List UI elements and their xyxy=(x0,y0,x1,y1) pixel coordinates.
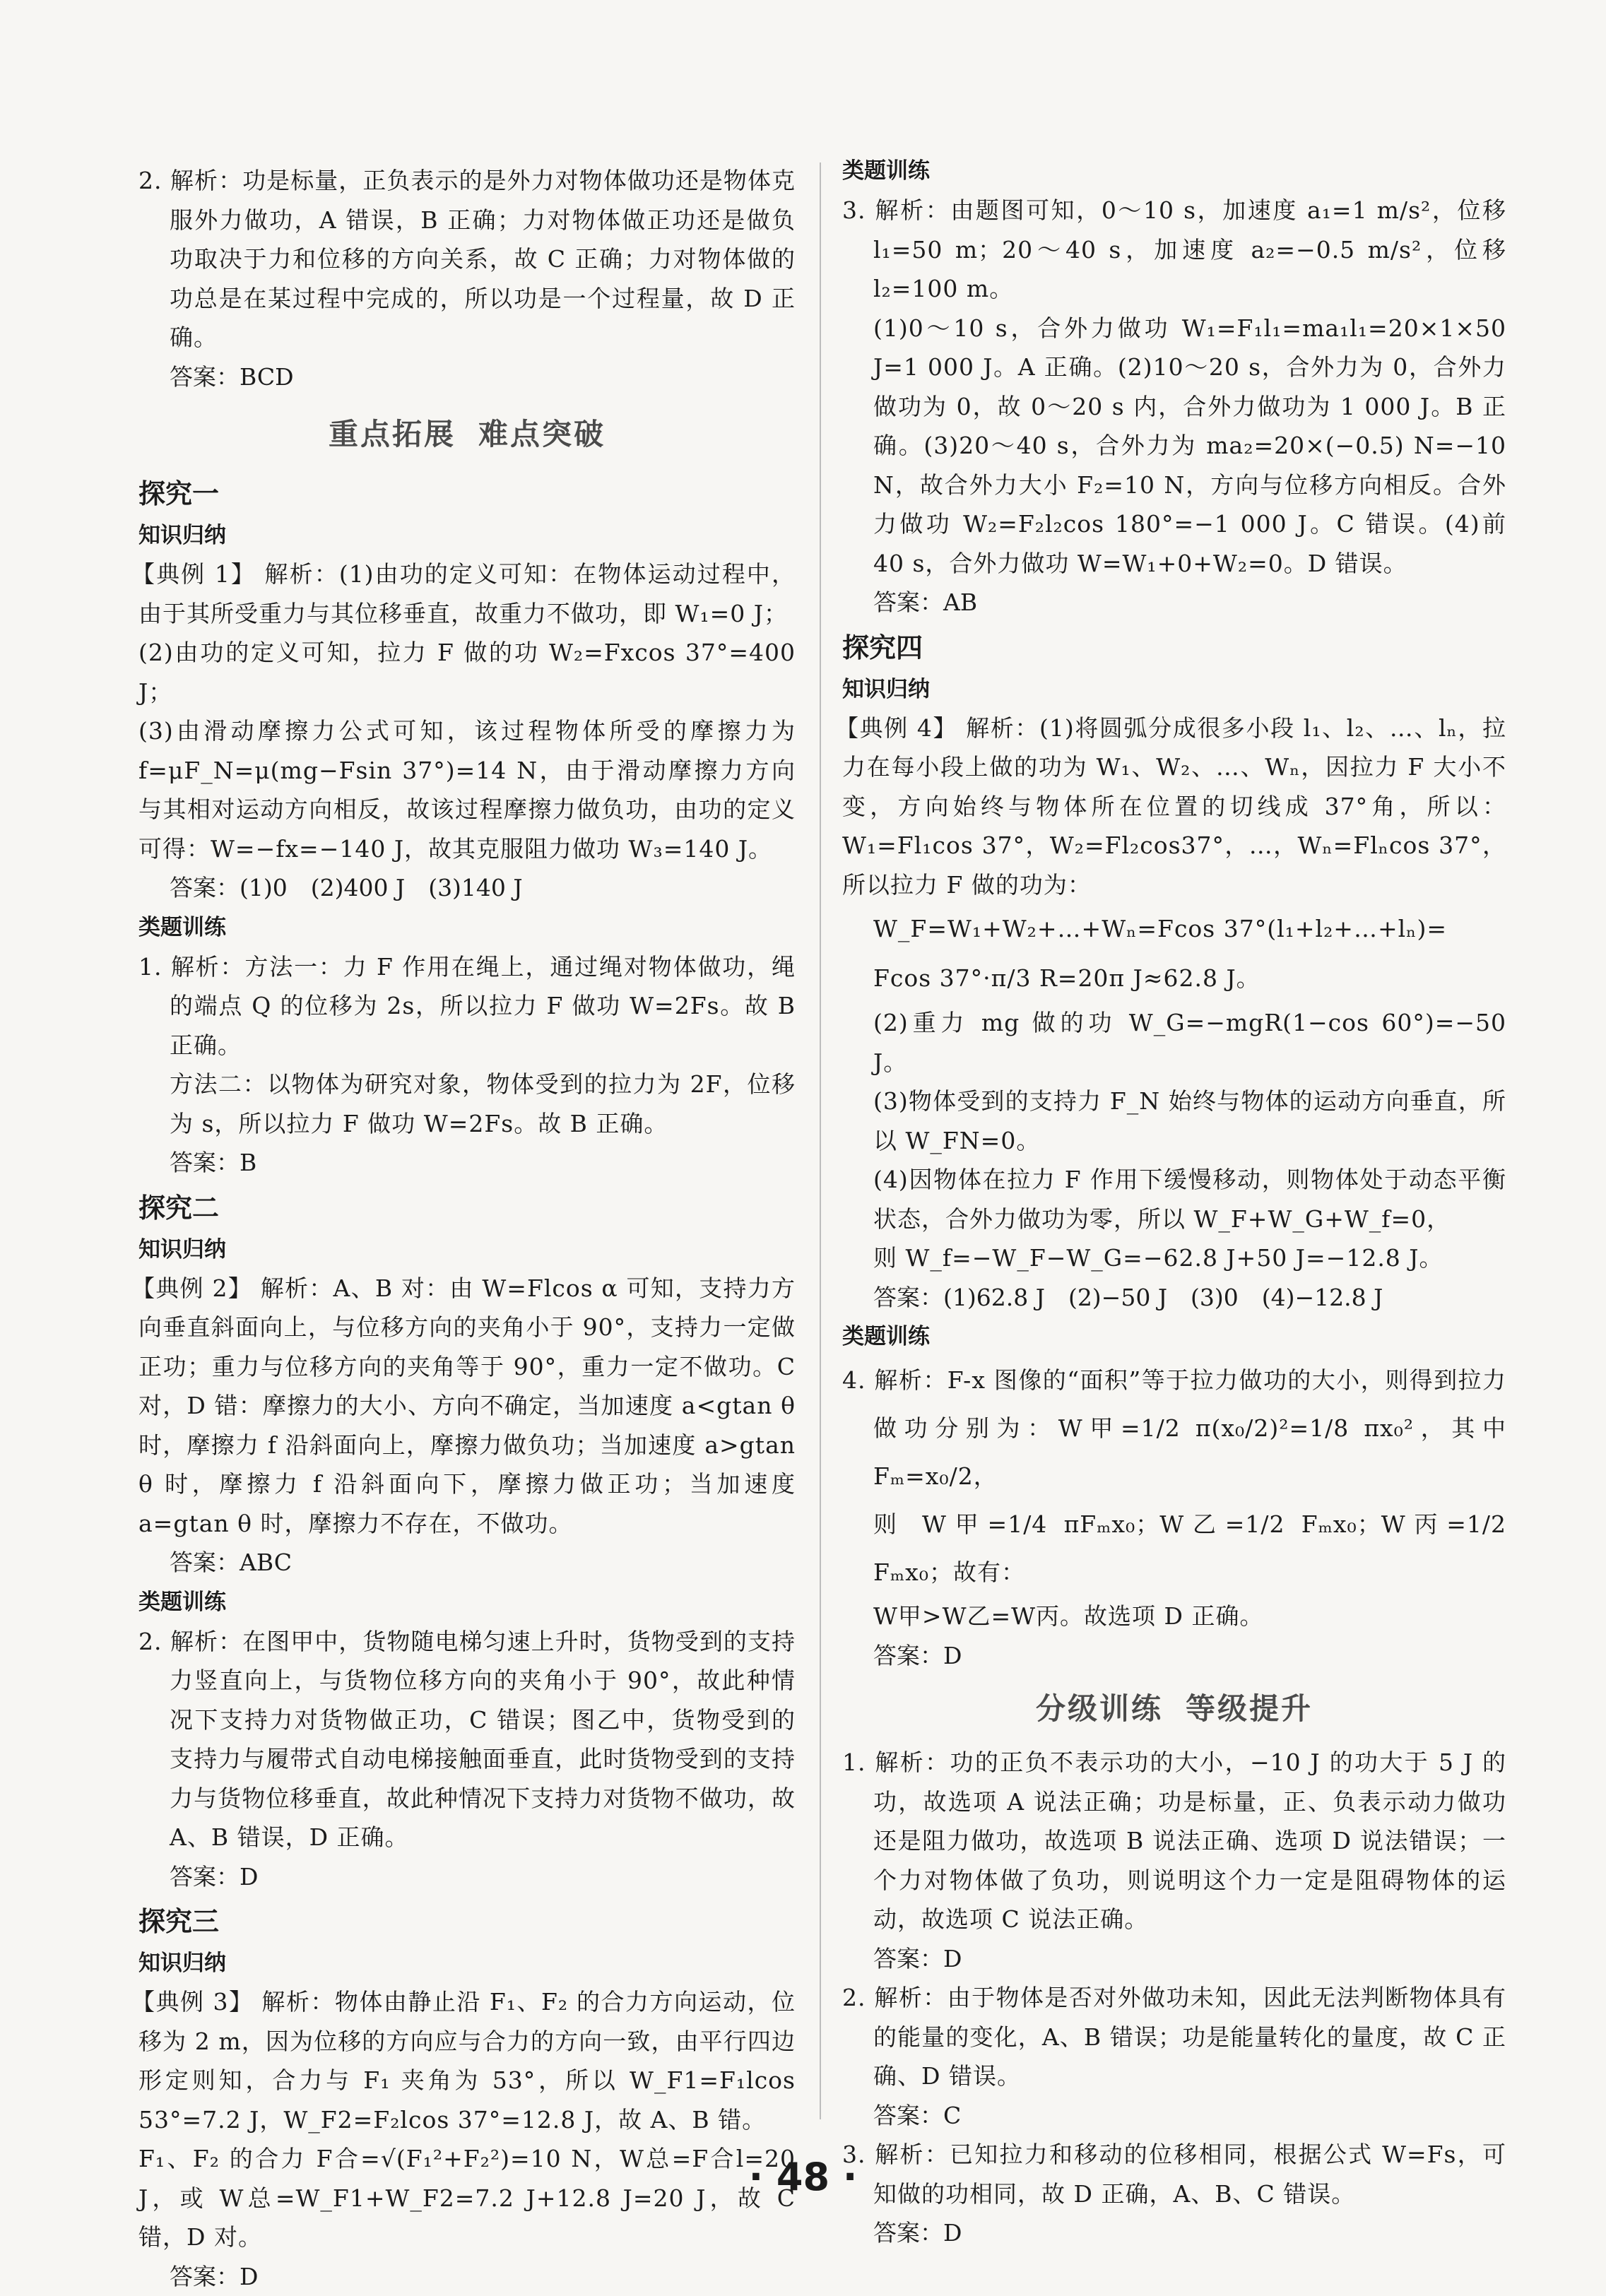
example1-line-2: (2)由功的定义可知，拉力 F 做的功 W₂=Fxcos 37°=400 J； xyxy=(138,633,796,711)
example4-line-1: 【典例 4】 解析：(1)将圆弧分成很多小段 l₁、l₂、…、lₙ，拉力在每小段上做的功为 W₁、W₂、…、Wₙ，因拉力 F 大小不变，方向始终与物体所在位置的切线成 37°角，所以：W₁=Fl₁cos 37°，W₂=Fl₂cos37°，…，Wₙ=Flₙcos 37°，所以拉力 F 做的功为： xyxy=(842,709,1506,905)
practice3-q3-line-2: (1)0～10 s，合外力做功 W₁=F₁l₁=ma₁l₁=20×1×50 J=1 000 J。A 正确。(2)10～20 s，合外力为 0，合外力做功为 0，故 0～20 s 内，合外力做功为 1 000 J。B 正确。(3)20～40 s，合外力为 ma₂=20×(−0.5) N=−10 N，故合外力大小 F₂=10 N，方向与位移方向相反。合外力做功 W₂=F₂l₂cos 180°=−1 000 J。C 错误。(4)前 40 s，合外力做功 W=W₁+0+W₂=0。D 错误。 xyxy=(842,309,1506,584)
section-title-graded-training xyxy=(842,1675,1506,1743)
example4-answer: 答案：(1)62.8 J (2)−50 J (3)0 (4)−12.8 J xyxy=(842,1278,1506,1318)
graded-q2-text: 2. 解析：由于物体是否对外做功未知，因此无法判断物体具有的能量的变化，A、B 错误；功是能量转化的量度，故 C 正确、D 错误。 xyxy=(842,1978,1506,2096)
practice2-answer: 答案：D xyxy=(138,1857,796,1897)
example4-line-3: Fcos 37°·π/3 R=20π J≈62.8 J。 xyxy=(842,954,1506,1003)
practice4-answer: 答案：D xyxy=(842,1636,1506,1676)
practice3-q3-line-1: 3. 解析：由题图可知，0～10 s，加速度 a₁=1 m/s²，位移 l₁=50 m；20～40 s，加速度 a₂=−0.5 m/s²，位移 l₂=100 m。 xyxy=(842,191,1506,309)
graded-q2-answer: 答案：C xyxy=(842,2096,1506,2136)
practice1-answer: 答案：B xyxy=(138,1143,796,1183)
left-column xyxy=(138,161,796,2296)
practice4-q4-line-3: W甲>W乙=W丙。故选项 D 正确。 xyxy=(842,1597,1506,1636)
practice4-q4-line-1: 4. 解析：F-x 图像的“面积”等于拉力做功的大小，则得到拉力做功分别为：W甲=1/2 π(x₀/2)²=1/8 πx₀²，其中 Fₘ=x₀/2， xyxy=(842,1356,1506,1501)
practice2-q2-text: 2. 解析：在图甲中，货物随电梯匀速上升时，货物受到的支持力竖直向上，与货物位移方向的夹角小于 90°，故此种情况下支持力对货物做正功，C 错误；图乙中，货物受到的支持力与履带式自动电梯接触面垂直，此时货物受到的支持力与货物位移垂直，故此种情况下支持力对货物不做功，故 A、B 错误，D 正确。 xyxy=(138,1622,796,1857)
practice1-q1-line-2: 方法二：以物体为研究对象，物体受到的拉力为 2F，位移为 s，所以拉力 F 做功 W=2Fs。故 B 正确。 xyxy=(138,1065,796,1143)
example3-line-2: F₁、F₂ 的合力 F合=√(F₁²+F₂²)=10 N，W总=F合l=20 J，或 W总=W_F1+W_F2=7.2 J+12.8 J=20 J，故 C 错，D 对。 xyxy=(138,2139,796,2257)
example4-line-2: W_F=W₁+W₂+…+Wₙ=Fcos 37°(l₁+l₂+…+lₙ)= xyxy=(842,904,1506,954)
practice4-q4-line-2: 则 W甲=1/4 πFₘx₀；W乙=1/2 Fₘx₀；W丙=1/2 Fₘx₀；故有： xyxy=(842,1501,1506,1597)
q2-explanation: 2. 解析：功是标量，正负表示的是外力对物体做功还是物体克服外力做功，A 错误，B 正确；力对物体做正功还是做负功取决于力和位移的方向关系，故 C 正确；力对物体做的功总是在某过程中完成的，所以功是一个过程量，故 D 正确。 xyxy=(138,161,796,357)
example4-line-4: (2)重力 mg 做的功 W_G=−mgR(1−cos 60°)=−50 J。 xyxy=(842,1003,1506,1082)
q2-answer: 答案：BCD xyxy=(138,357,796,397)
example2-answer: 答案：ABC xyxy=(138,1543,796,1582)
section-title-part-a: 重点拓展 xyxy=(329,401,456,468)
page-number: · 48 · xyxy=(0,2155,1606,2199)
graded-q3-answer: 答案：D xyxy=(842,2213,1506,2253)
heading-tanjiu-3: 探究三 xyxy=(138,1899,796,1944)
section-title-part-a: 分级训练 xyxy=(1036,1675,1163,1743)
example4-line-7: 则 W_f=−W_F−W_G=−62.8 J+50 J=−12.8 J。 xyxy=(842,1238,1506,1278)
section-title-part-b: 等级提升 xyxy=(1186,1675,1313,1743)
heading-practice-3: 类题训练 xyxy=(842,151,1506,191)
heading-practice-2: 类题训练 xyxy=(138,1582,796,1622)
heading-knowledge-3: 知识归纳 xyxy=(138,1944,796,1982)
example3-line-1: 【典例 3】 解析：物体由静止沿 F₁、F₂ 的合力方向运动，位移为 2 m，因为位移的方向应与合力的方向一致，由平行四边形定则知，合力与 F₁ 夹角为 53°，所以 W_F1=F₁lcos 53°=7.2 J，W_F2=F₂lcos 37°=12.8 J，故 A、B 错。 xyxy=(138,1982,796,2139)
heading-tanjiu-1: 探究一 xyxy=(138,471,796,516)
example1-answer: 答案：(1)0 (2)400 J (3)140 J xyxy=(138,868,796,908)
practice1-q1-line-1: 1. 解析：方法一：力 F 作用在绳上，通过绳对物体做功，绳的端点 Q 的位移为 2s，所以拉力 F 做功 W=2Fs。故 B 正确。 xyxy=(138,947,796,1065)
heading-tanjiu-4: 探究四 xyxy=(842,625,1506,670)
graded-q1-text: 1. 解析：功的正负不表示功的大小，−10 J 的功大于 5 J 的功，故选项 A 说法正确；功是标量，正、负表示动力做功还是阻力做功，故选项 B 说法正确、选项 D 说法错误；一个力对物体做了负功，则说明这个力一定是阻碍物体的运动，故选项 C 说法正确。 xyxy=(842,1743,1506,1939)
graded-q1-answer: 答案：D xyxy=(842,1939,1506,1979)
example1-line-3: (3)由滑动摩擦力公式可知，该过程物体所受的摩擦力为 f=μF_N=μ(mg−Fsin 37°)=14 N，由于滑动摩擦力方向与其相对运动方向相反，故该过程摩擦力做负功，由功的定义可得：W=−fx=−140 J，故其克服阻力做功 W₃=140 J。 xyxy=(138,711,796,868)
example2-text: 【典例 2】 解析：A、B 对：由 W=Flcos α 可知，支持力方向垂直斜面向上，与位移方向的夹角小于 90°，支持力一定做正功；重力与位移方向的夹角等于 90°，重力一定不做功。C 对，D 错：摩擦力的大小、方向不确定，当加速度 a<gtan θ 时，摩擦力 f 沿斜面向上，摩擦力做负功；当加速度 a>gtan θ 时，摩擦力 f 沿斜面向下，摩擦力做正功；当加速度 a=gtan θ 时，摩擦力不存在，不做功。 xyxy=(138,1269,796,1544)
heading-tanjiu-2: 探究二 xyxy=(138,1185,796,1231)
right-column xyxy=(842,161,1506,2253)
heading-practice-1: 类题训练 xyxy=(138,908,796,947)
example4-line-5: (3)物体受到的支持力 F_N 始终与物体的运动方向垂直，所以 W_FN=0。 xyxy=(842,1082,1506,1160)
practice3-answer: 答案：AB xyxy=(842,583,1506,622)
section-title-part-b: 难点突破 xyxy=(478,401,606,468)
heading-knowledge-2: 知识归纳 xyxy=(138,1231,796,1269)
example3-answer: 答案：D xyxy=(138,2257,796,2296)
heading-practice-4: 类题训练 xyxy=(842,1317,1506,1356)
example1-line-1: 【典例 1】 解析：(1)由功的定义可知：在物体运动过程中，由于其所受重力与其位移垂直，故重力不做功，即 W₁=0 J； xyxy=(138,555,796,633)
column-divider xyxy=(820,162,821,2119)
example4-line-6: (4)因物体在拉力 F 作用下缓慢移动，则物体处于动态平衡状态，合外力做功为零，所以 W_F+W_G+W_f=0， xyxy=(842,1160,1506,1238)
section-title-key-points xyxy=(138,401,796,468)
heading-knowledge-1: 知识归纳 xyxy=(138,516,796,555)
graded-q3-text: 3. 解析：已知拉力和移动的位移相同，根据公式 W=Fs，可知做的功相同，故 D 正确，A、B、C 错误。 xyxy=(842,2135,1506,2213)
heading-knowledge-4: 知识归纳 xyxy=(842,670,1506,709)
